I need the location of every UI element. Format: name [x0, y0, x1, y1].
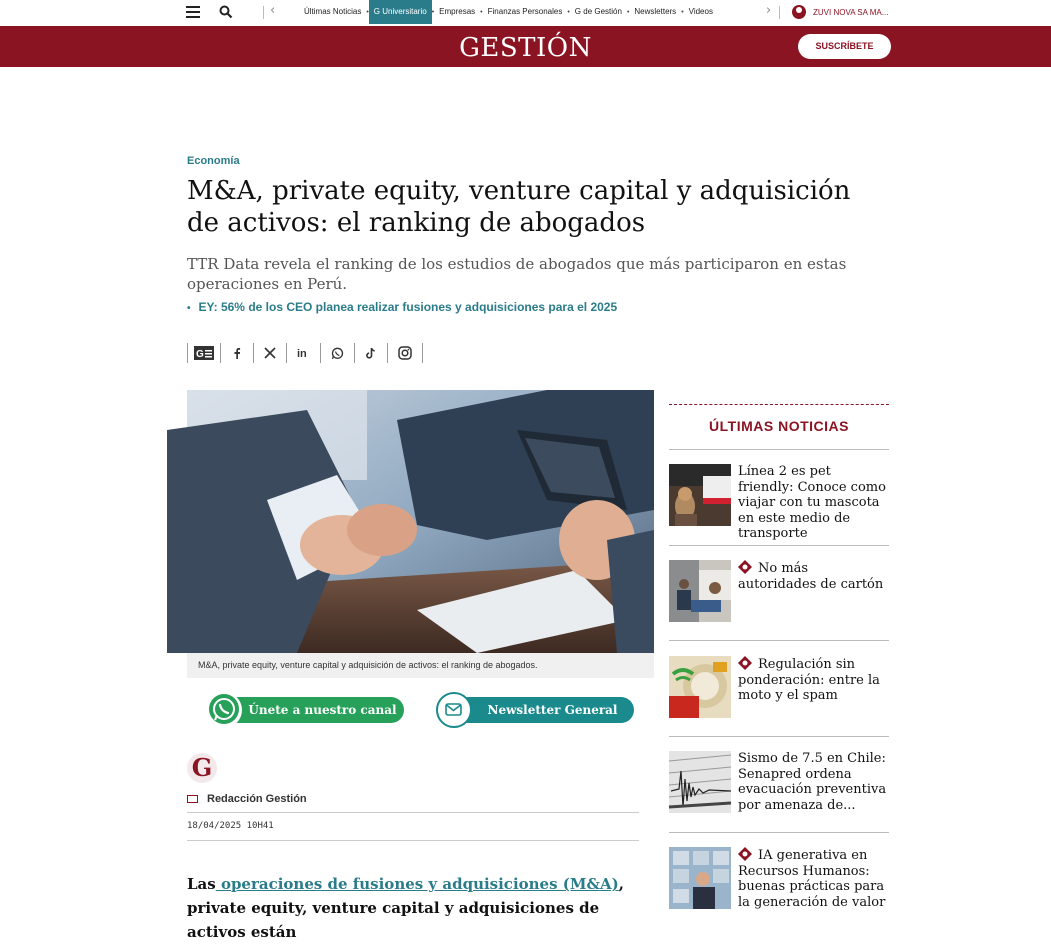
- news-thumbnail[interactable]: [669, 560, 731, 622]
- article-body: [187, 872, 647, 944]
- news-thumbnail[interactable]: [669, 464, 731, 526]
- nav-item-videos[interactable]: Videos: [688, 7, 713, 16]
- nav-divider: [263, 6, 264, 19]
- image-caption: M&A, private equity, venture capital y adquisición de activos: el ranking de abogados.: [187, 653, 654, 678]
- facebook-icon[interactable]: [220, 343, 253, 363]
- news-item[interactable]: [669, 656, 889, 720]
- divider: [669, 832, 889, 833]
- body-text: Las: [187, 875, 216, 893]
- body-link[interactable]: operaciones de fusiones y adquisiciones (M&A): [215, 875, 619, 893]
- gestion-icon[interactable]: [187, 343, 220, 363]
- news-thumbnail[interactable]: [669, 656, 731, 718]
- subscribe-button[interactable]: SUSCRÍBETE: [798, 34, 891, 59]
- divider: [669, 449, 889, 450]
- nav-item-newsletters[interactable]: Newsletters: [634, 7, 677, 16]
- nav-item-ultimas-noticias[interactable]: Últimas Noticias: [304, 7, 362, 16]
- user-name: ZUVI NOVA SA MA...: [813, 7, 889, 17]
- gestion-logo[interactable]: GESTIÓN: [459, 33, 592, 63]
- article-main-image: [187, 390, 654, 653]
- news-item[interactable]: [669, 560, 889, 624]
- join-channel-button[interactable]: Únete a nuestro canal: [225, 697, 404, 723]
- section-label[interactable]: Economía: [187, 155, 240, 167]
- nav-item-g-de-gestion[interactable]: G de Gestión: [574, 7, 622, 16]
- whatsapp-icon[interactable]: [320, 343, 354, 363]
- news-thumbnail[interactable]: [669, 751, 731, 813]
- premium-icon: [738, 560, 752, 574]
- mail-icon[interactable]: [187, 795, 198, 803]
- newsletter-button[interactable]: Newsletter General: [455, 697, 634, 723]
- divider: [669, 640, 889, 641]
- news-title-wrap[interactable]: [738, 560, 890, 592]
- nav-item-g-universitario[interactable]: G Universitario: [369, 0, 432, 24]
- nav-divider: [779, 6, 780, 19]
- news-title-wrap[interactable]: [738, 847, 890, 910]
- user-avatar-icon: [792, 5, 806, 19]
- menu-icon[interactable]: [186, 6, 200, 18]
- article-title: M&A, private equity, venture capital y adquisición de activos: el ranking de abogados: [187, 176, 851, 238]
- author-byline: [187, 793, 307, 805]
- article-subtitle: TTR Data revela el ranking de los estudios de abogados que más participaron en estas operaciones en Perú.: [187, 255, 847, 293]
- divider: [187, 840, 639, 841]
- divider: [187, 812, 639, 813]
- linkedin-icon[interactable]: [286, 343, 320, 363]
- x-icon[interactable]: [253, 343, 286, 363]
- author-logo: G: [187, 753, 217, 783]
- site-header: [0, 26, 1051, 67]
- chevron-right-icon[interactable]: ›: [766, 3, 772, 18]
- related-article-link[interactable]: • EY: 56% de los CEO planea realizar fusiones y adquisiciones para el 2025: [187, 300, 617, 314]
- svg-text:in: in: [297, 348, 307, 360]
- publish-date: 18/04/2025 10H41: [187, 821, 274, 831]
- sidebar-divider: [669, 404, 889, 405]
- mail-icon[interactable]: [436, 692, 472, 728]
- share-bar: [187, 342, 423, 364]
- body-text: , private equity, venture capital y adquisiciones de activos están: [187, 875, 624, 941]
- news-title[interactable]: Sismo de 7.5 en Chile: Senapred ordena evacuación preventiva por amenaza de...: [738, 751, 887, 813]
- news-title[interactable]: Regulación sin ponderación: entre la moto y el spam: [738, 657, 880, 703]
- news-item[interactable]: [669, 751, 889, 815]
- news-title[interactable]: IA generativa en Recursos Humanos: buenas prácticas para la generación de valor: [738, 848, 886, 910]
- nav-item-empresas[interactable]: Empresas: [439, 7, 476, 16]
- divider: [669, 736, 889, 737]
- latest-news-title: ÚLTIMAS NOTICIAS: [709, 418, 849, 434]
- whatsapp-icon[interactable]: [206, 692, 242, 728]
- news-title[interactable]: Línea 2 es pet friendly: Conoce como viajar con tu mascota en este medio de transporte: [738, 464, 886, 541]
- svg-text:G: G: [196, 349, 204, 360]
- news-thumbnail[interactable]: [669, 847, 731, 909]
- search-icon[interactable]: [219, 5, 233, 19]
- premium-icon: [738, 847, 752, 861]
- divider: [669, 545, 889, 546]
- tiktok-icon[interactable]: [354, 343, 387, 363]
- news-item[interactable]: [669, 847, 889, 911]
- news-title-wrap[interactable]: [738, 656, 890, 704]
- premium-icon: [738, 656, 752, 670]
- user-account[interactable]: [792, 5, 888, 19]
- instagram-icon[interactable]: [387, 343, 423, 363]
- author-name[interactable]: Redacción Gestión: [207, 793, 307, 805]
- news-item[interactable]: [669, 464, 889, 541]
- nav-items: Últimas Noticias • G Universitario • Empresas • Finanzas Personales • G de Gestión • Newsletters • Videos: [299, 0, 718, 24]
- nav-item-finanzas-personales[interactable]: Finanzas Personales: [487, 7, 563, 16]
- chevron-left-icon[interactable]: ‹: [270, 3, 276, 18]
- news-title[interactable]: No más autoridades de cartón: [738, 561, 884, 592]
- top-navigation: [0, 0, 1051, 26]
